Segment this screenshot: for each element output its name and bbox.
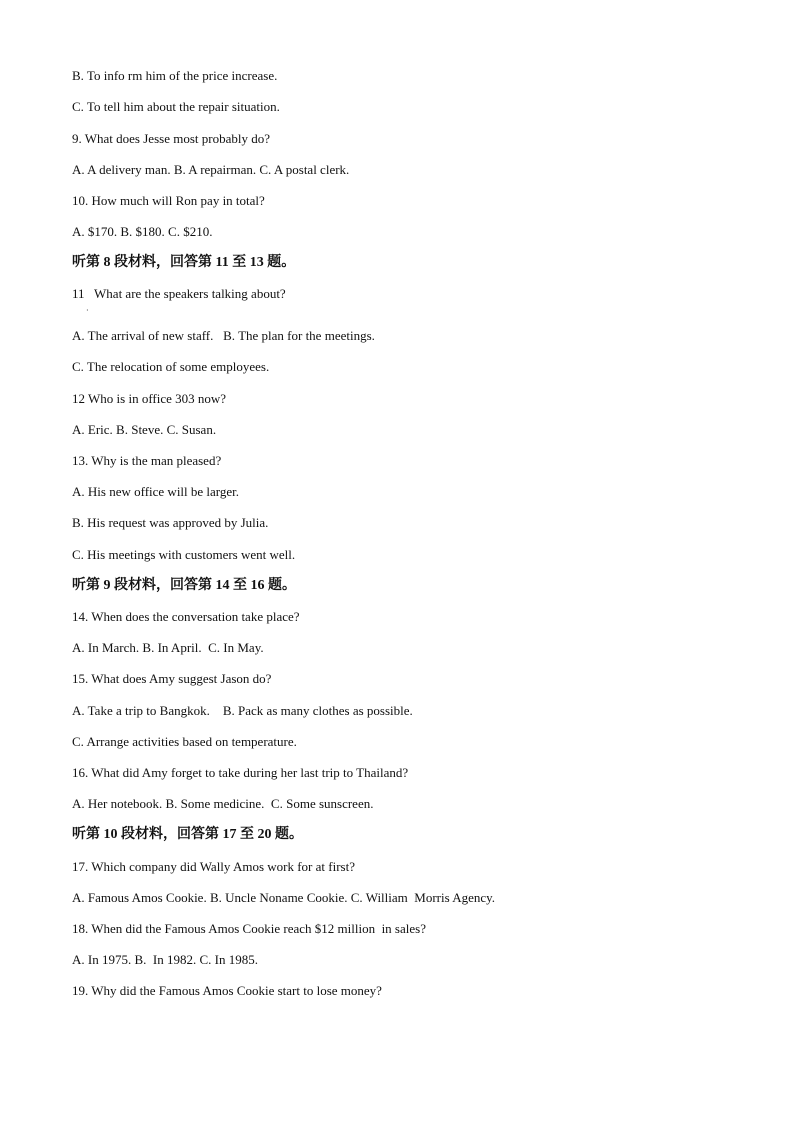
question-17: 17. Which company did Wally Amos work for at first? (72, 859, 355, 874)
question-18: 18. When did the Famous Amos Cookie reach $12 million in sales? (72, 921, 426, 936)
options-11-c: C. The relocation of some employees. (72, 359, 270, 374)
options-15-c: C. Arrange activities based on temperature. (72, 734, 297, 749)
option-line-8b: B. To info rm him of the price increase. (72, 68, 278, 83)
options-9: A. A delivery man. B. A repairman. C. A postal clerk. (72, 162, 350, 177)
option-13b: B. His request was approved by Julia. (72, 515, 269, 530)
option-13c: C. His meetings with customers went well. (72, 547, 296, 562)
section-heading-8: 听第 8 段材料，回答第 11 至 13 题。 (72, 255, 296, 270)
options-16: A. Her notebook. B. Some medicine. C. Some sunscreen. (72, 796, 374, 811)
question-12: 12 Who is in office 303 now? (72, 391, 227, 406)
option-line-8c: C. To tell him about the repair situation. (72, 99, 280, 114)
options-15-ab: A. Take a trip to Bangkok. B. Pack as many clothes as possible. (72, 703, 413, 718)
question-11: 11 What are the speakers talking about? (72, 286, 286, 301)
section-heading-10: 听第 10 段材料，回答第 17 至 20 题。 (72, 827, 303, 842)
question-14: 14. When does the conversation take place? (72, 609, 300, 624)
question-13: 13. Why is the man pleased? (72, 453, 222, 468)
options-11-ab: A. The arrival of new staff. B. The plan for the meetings. (72, 328, 375, 343)
options-17: A. Famous Amos Cookie. B. Uncle Noname Cookie. C. William Morris Agency. (72, 890, 496, 905)
question-19: 19. Why did the Famous Amos Cookie start to lose money? (72, 983, 382, 998)
options-18: A. In 1975. B. In 1982. C. In 1985. (72, 952, 258, 967)
section-heading-9: 听第 9 段材料，回答第 14 至 16 题。 (72, 578, 296, 593)
options-14: A. In March. B. In April. C. In May. (72, 640, 264, 655)
options-12: A. Eric. B. Steve. C. Susan. (72, 422, 217, 437)
options-10: A. $170. B. $180. C. $210. (72, 224, 213, 239)
question-9: 9. What does Jesse most probably do? (72, 131, 270, 146)
question-16: 16. What did Amy forget to take during her last trip to Thailand? (72, 765, 409, 780)
option-13a: A. His new office will be larger. (72, 484, 240, 499)
question-15: 15. What does Amy suggest Jason do? (72, 671, 272, 686)
question-10: 10. How much will Ron pay in total? (72, 193, 265, 208)
stray-mark: · (86, 306, 89, 315)
